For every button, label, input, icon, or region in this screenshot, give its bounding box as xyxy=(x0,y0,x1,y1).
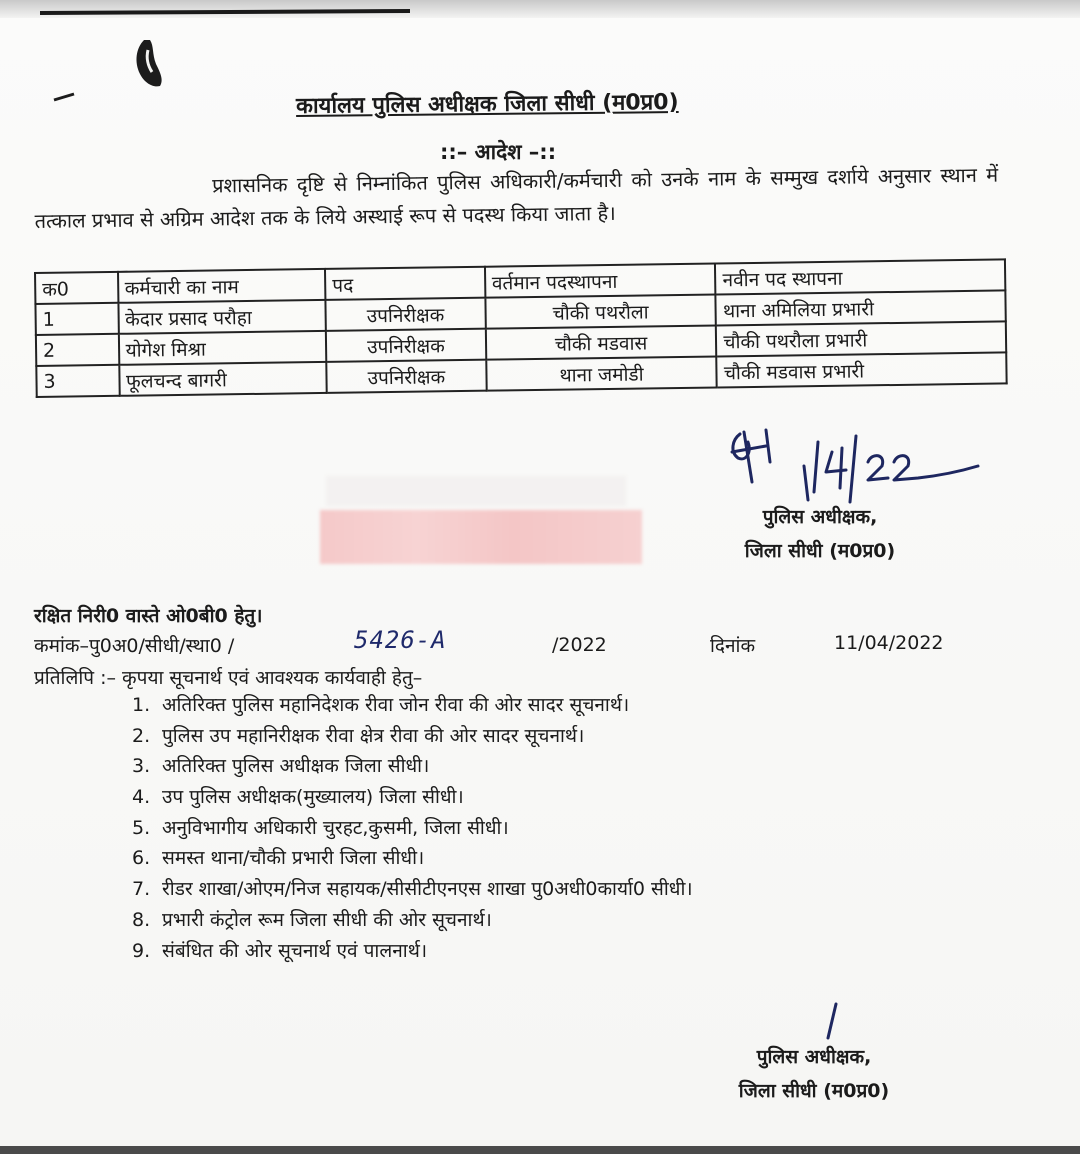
signatory-designation: पुलिस अधीक्षक, xyxy=(756,1046,872,1068)
ink-smudge-mark xyxy=(130,36,170,94)
date-value: 11/04/2022 xyxy=(834,632,944,654)
cell-current-posting: चौकी पथरौला xyxy=(485,294,716,328)
list-item: 3. अतिरिक्त पुलिस अधीक्षक जिला सीधी। xyxy=(132,755,430,778)
cell-serial: 3 xyxy=(36,365,119,397)
handwritten-signature-dated xyxy=(722,422,992,504)
cell-employee-name: केदार प्रसाद परौहा xyxy=(118,300,326,334)
list-item: 9. संबंधित की ओर सूचनार्थ एवं पालनार्थ। xyxy=(132,939,428,962)
cell-post: उपनिरीक्षक xyxy=(326,298,486,331)
cell-new-posting: चौकी पथरौला प्रभारी xyxy=(716,321,1006,356)
header-new-posting: नवीन पद स्थापना xyxy=(715,259,1005,294)
posting-table xyxy=(34,258,1008,398)
redacted-stamp-area xyxy=(320,510,642,564)
scan-top-edge xyxy=(0,0,1080,18)
handwritten-initial-mark xyxy=(820,1002,844,1040)
cell-new-posting: थाना अमिलिया प्रभारी xyxy=(716,290,1006,325)
header-employee-name: कर्मचारी का नाम xyxy=(118,269,326,303)
signatory-office: जिला सीधी (म0प्र0) xyxy=(738,1080,890,1102)
date-label: दिनांक xyxy=(710,635,756,657)
list-item: 7. रीडर शाखा/ओएम/निज सहायक/सीसीटीएनएस शाखा पु0अधी0कार्या0 सीधी। xyxy=(132,878,693,901)
header-post: पद xyxy=(325,267,485,300)
office-title: कार्यालय पुलिस अधीक्षक जिला सीधी (म0प्र0) xyxy=(295,89,679,120)
signature-block-bottom xyxy=(714,1040,914,1108)
reference-prefix: कमांक–पु0अ0/सीधी/स्था0 / xyxy=(34,635,235,657)
ink-dash-mark xyxy=(52,92,76,102)
list-item: 4. उप पुलिस अधीक्षक(मुख्यालय) जिला सीधी। xyxy=(132,786,464,809)
header-serial: क0 xyxy=(35,272,118,304)
cell-serial: 2 xyxy=(36,334,119,366)
cell-new-posting: चौकी मडवास प्रभारी xyxy=(717,352,1007,387)
list-item: 8. प्रभारी कंट्रोल रूम जिला सीधी की ओर सूचनार्थ। xyxy=(132,908,492,931)
list-item: 1. अतिरिक्त पुलिस महानिदेशक रीवा जोन रीवा की ओर सादर सूचनार्थ। xyxy=(132,694,630,716)
cell-post: उपनिरीक्षक xyxy=(326,329,486,362)
cell-employee-name: योगेश मिश्रा xyxy=(118,331,326,365)
cell-serial: 1 xyxy=(35,303,118,335)
reference-year: /2022 xyxy=(552,634,607,656)
signatory-designation: पुलिस अधीक्षक, xyxy=(762,506,878,528)
signature-block-top xyxy=(720,500,920,568)
list-item: 6. समस्त थाना/चौकी प्रभारी जिला सीधी। xyxy=(132,847,425,870)
cell-current-posting: चौकी मडवास xyxy=(486,325,717,359)
cell-post: उपनिरीक्षक xyxy=(326,360,486,393)
copy-to-line: प्रतिलिपि :– कृपया सूचनार्थ एवं आवश्यक कार्यवाही हेतु– xyxy=(34,667,423,689)
order-heading: ::– आदेश –:: xyxy=(440,140,557,164)
copy-recipient-list xyxy=(132,690,693,966)
list-item: 5. अनुविभागीय अधिकारी चुरहट,कुसमी, जिला सीधी। xyxy=(132,816,509,839)
reserve-inspector-line: रक्षित निरी0 वास्ते ओ0बी0 हेतु। xyxy=(34,605,263,627)
cell-employee-name: फूलचन्द बागरी xyxy=(119,362,327,396)
handwritten-reference-number: 5426-A xyxy=(354,626,447,654)
list-item: 2. पुलिस उप महानिरीक्षक रीवा क्षेत्र रीवा की ओर सादर सूचनार्थ। xyxy=(132,724,585,747)
intro-paragraph: प्रशासनिक दृष्टि से निम्नांकित पुलिस अधिकारी/कर्मचारी को उनके नाम के सम्मुख दर्शाये अनुसार स्थान में तत्काल प्रभाव से अग्रिम आदेश तक के लिये अस्थाई रूप से पदस्थ किया जाता है। xyxy=(34,162,999,233)
cell-current-posting: थाना जमोडी xyxy=(486,356,717,390)
signatory-office: जिला सीधी (म0प्र0) xyxy=(744,540,896,562)
header-current-posting: वर्तमान पदस्थापना xyxy=(485,263,716,297)
scan-bottom-edge xyxy=(0,1146,1080,1154)
